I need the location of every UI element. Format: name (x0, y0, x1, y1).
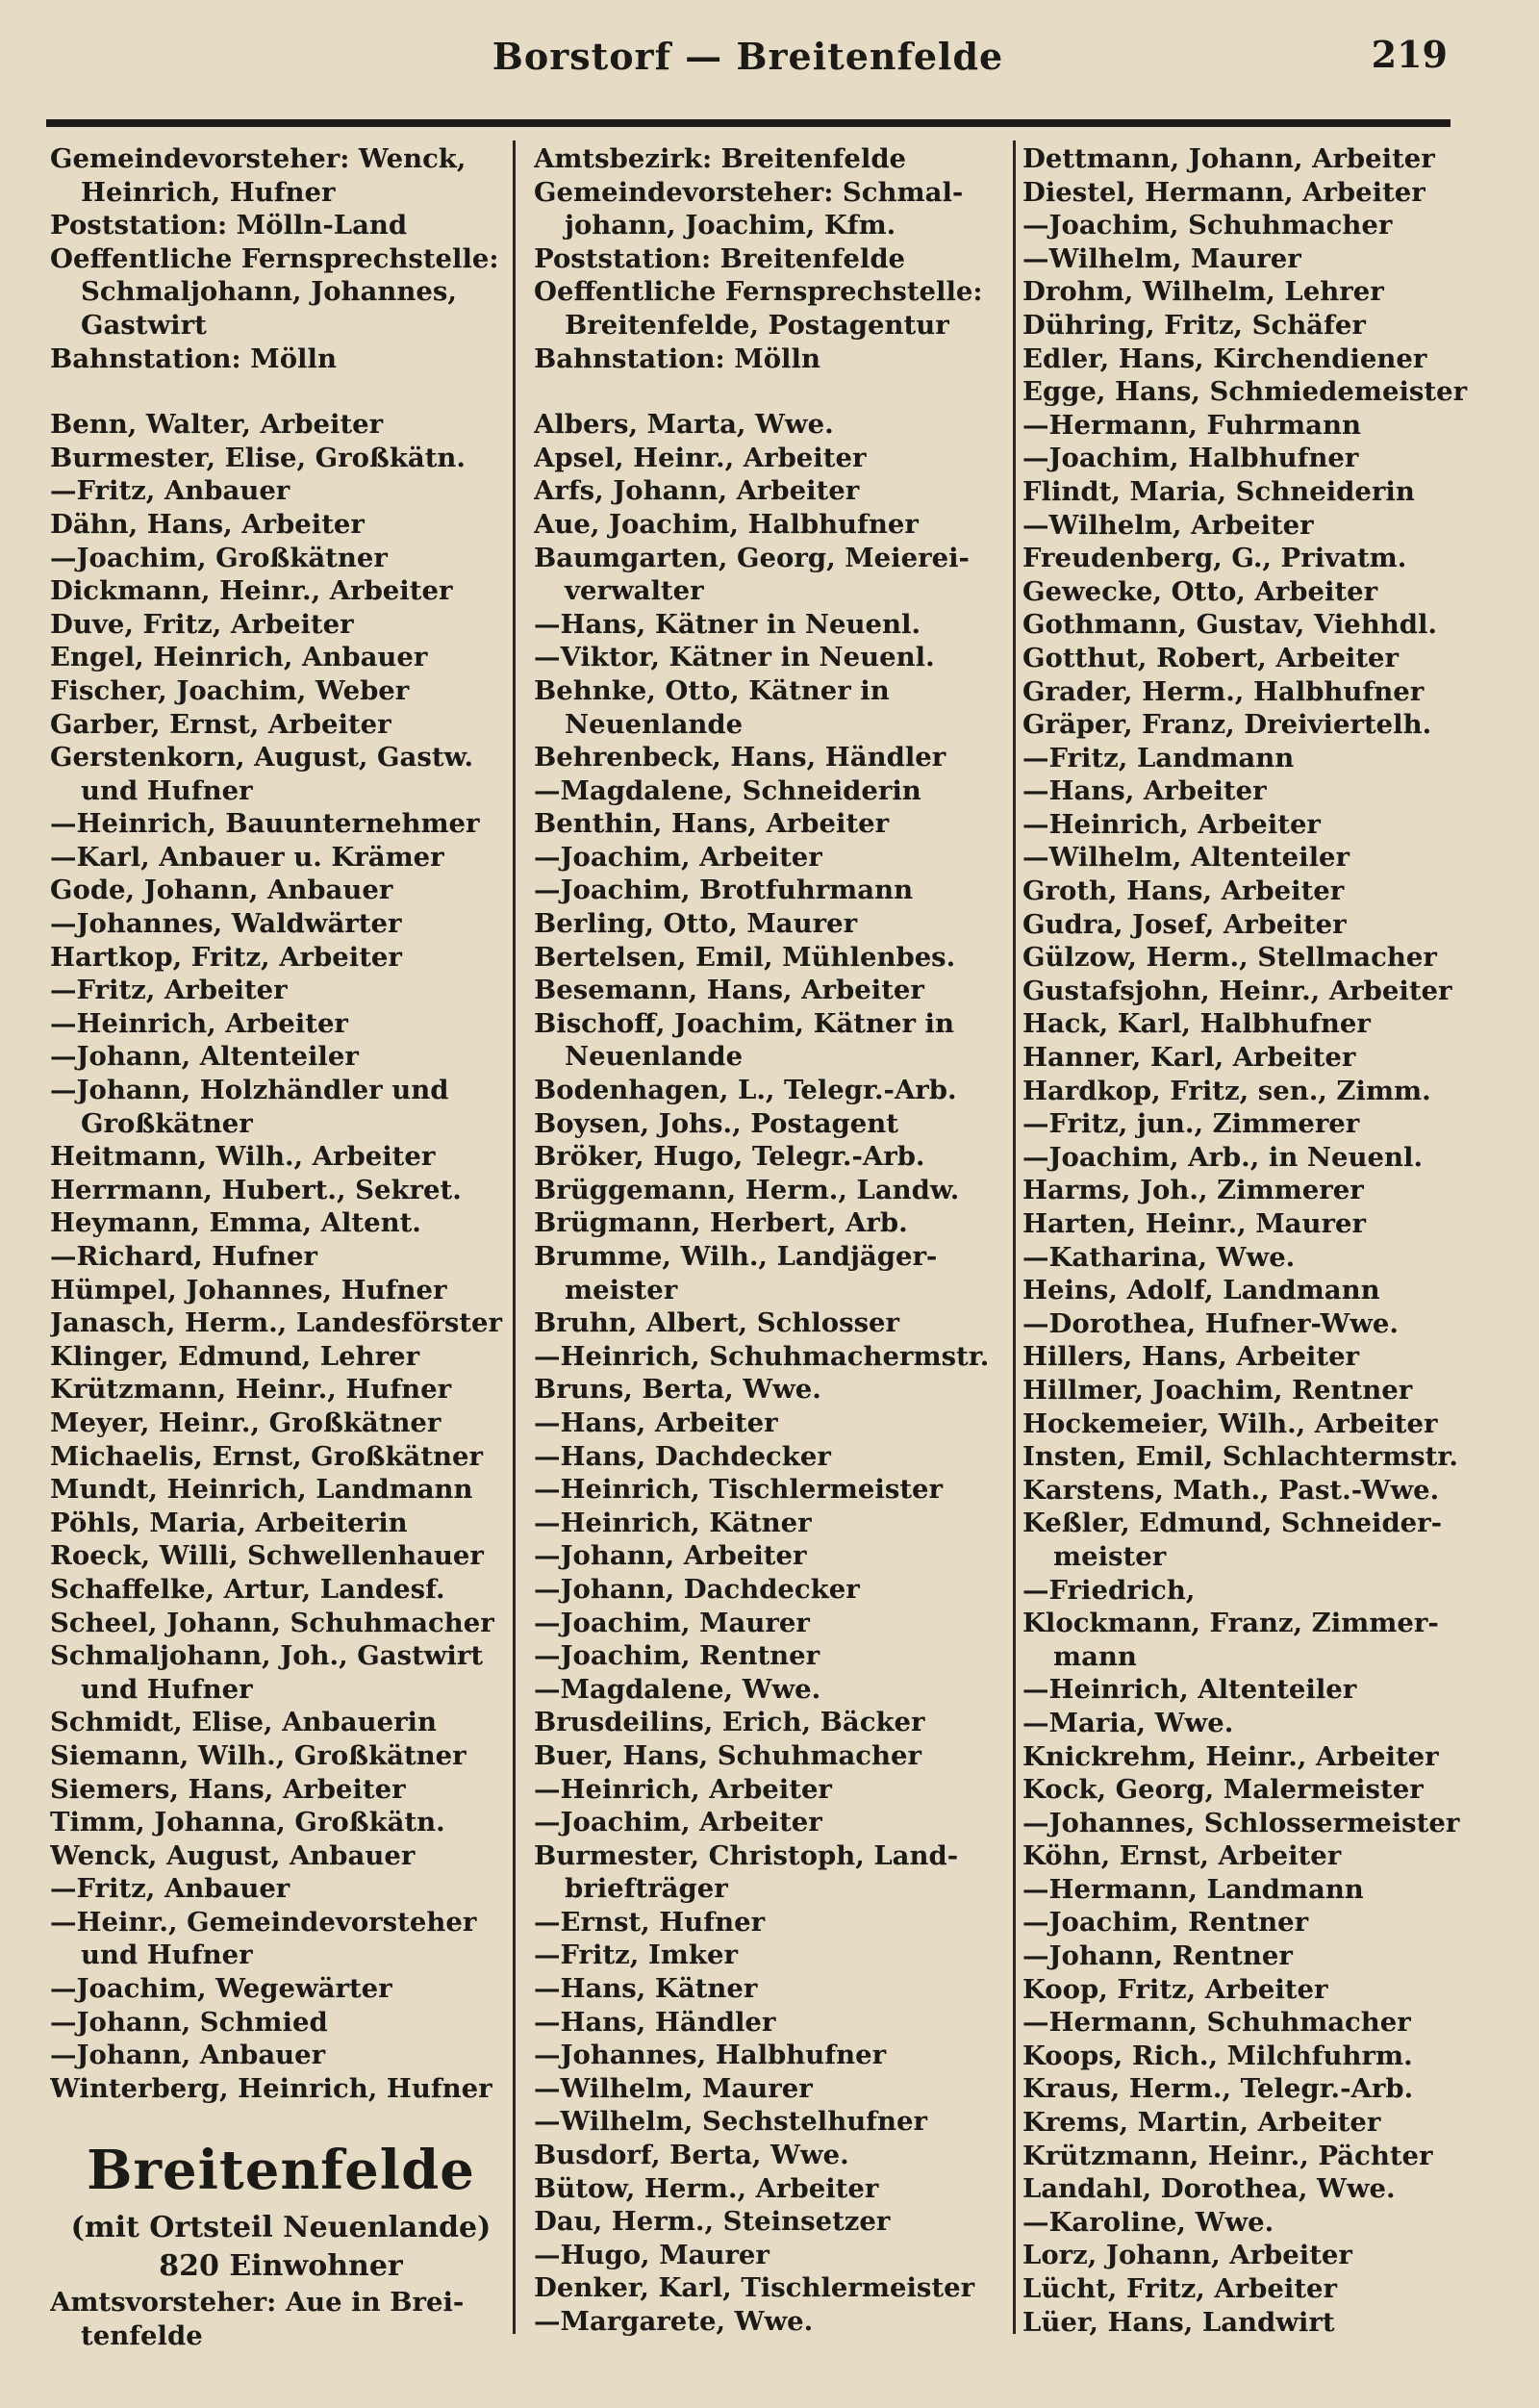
resident-entry: —Katharina, Wwe. (1022, 1241, 1296, 1273)
resident-entry: Herrmann, Hubert., Sekret. (50, 1174, 462, 1205)
resident-entry: Insten, Emil, Schlachtermstr. (1022, 1441, 1458, 1473)
resident-entry: Wenck, August, Anbauer (50, 1839, 416, 1871)
resident-entry: Burmester, Christoph, Land- (534, 1839, 959, 1871)
resident-entry: Besemann, Hans, Arbeiter (534, 975, 924, 1006)
resident-entry: —Wilhelm, Altenteiler (1022, 842, 1350, 874)
resident-entry: Gudra, Josef, Arbeiter (1022, 908, 1347, 940)
resident-entry: Egge, Hans, Schmiedemeister (1022, 376, 1468, 408)
resident-entry: —Magdalene, Wwe. (534, 1673, 821, 1705)
breitenfelde-info-block (534, 142, 996, 375)
resident-entry: Bröker, Hugo, Telegr.-Arb. (534, 1141, 925, 1173)
info-line: Gemeindevorsteher: Wenck, (50, 143, 467, 174)
info-line: Poststation: Breitenfelde (534, 242, 906, 274)
resident-entry: —Heinrich, Tischlermeister (534, 1474, 944, 1506)
resident-entry: Harms, Joh., Zimmerer (1022, 1175, 1364, 1206)
resident-entry: —Hans, Kätner (534, 1973, 758, 2005)
info-line: Oeffentliche Fernsprechstelle: (534, 276, 983, 308)
resident-entry: Brusdeilins, Erich, Bäcker (534, 1707, 925, 1738)
resident-entry: —Heinrich, Schuhmachermstr. (534, 1340, 990, 1372)
resident-entry: Boysen, Johs., Postagent (534, 1107, 898, 1139)
resident-entry: Dau, Herm., Steinsetzer (534, 2206, 891, 2238)
resident-entry: Dähn, Hans, Arbeiter (50, 508, 365, 540)
resident-entry: Brügmann, Herbert, Arb. (534, 1207, 908, 1239)
resident-entry: Koop, Fritz, Arbeiter (1022, 1973, 1328, 2005)
resident-entry: —Johann, Dachdecker (534, 1573, 860, 1605)
resident-entry: Hardkop, Fritz, sen., Zimm. (1022, 1075, 1431, 1106)
resident-entry: —Hans, Arbeiter (1022, 775, 1267, 807)
resident-entry: Karstens, Math., Past.-Wwe. (1022, 1474, 1440, 1506)
resident-entry: —Wilhelm, Maurer (534, 2072, 813, 2104)
resident-entry: Harten, Heinr., Maurer (1022, 1208, 1366, 1239)
resident-entry: —Friedrich, (1022, 1574, 1196, 1606)
column-2 (534, 142, 996, 2339)
resident-entry: Krützmann, Heinr., Pächter (1022, 2140, 1433, 2171)
resident-entry: —Margarete, Wwe. (534, 2306, 814, 2337)
resident-entry: —Fritz, Imker (534, 1939, 738, 1971)
resident-entry: —Heinrich, Arbeiter (50, 1007, 348, 1039)
resident-entry: Michaelis, Ernst, Großkätner (50, 1440, 484, 1472)
resident-entry: und Hufner (81, 1939, 253, 1971)
resident-entry: Klinger, Edmund, Lehrer (50, 1340, 420, 1372)
resident-entry: Gerstenkorn, August, Gastw. (50, 742, 474, 773)
resident-entry: Krems, Martin, Arbeiter (1022, 2107, 1381, 2139)
resident-entry: —Joachim, Brotfuhrmann (534, 874, 914, 906)
resident-entry: Engel, Heinrich, Anbauer (50, 642, 428, 673)
resident-entry: —Hermann, Landmann (1022, 1873, 1364, 1905)
info-line: Bahnstation: Mölln (50, 342, 337, 374)
column-divider-1 (513, 140, 516, 2334)
resident-entry: Groth, Hans, Arbeiter (1022, 875, 1345, 907)
resident-entry: Krützmann, Heinr., Hufner (50, 1374, 452, 1406)
resident-entry: Roeck, Willi, Schwellenhauer (50, 1540, 484, 1572)
resident-entry: Burmester, Elise, Großkätn. (50, 442, 466, 473)
resident-entry: —Joachim, Schuhmacher (1022, 210, 1393, 241)
resident-entry: Buer, Hans, Schuhmacher (534, 1739, 922, 1771)
resident-entry: verwalter (565, 575, 704, 607)
resident-entry: Bertelsen, Emil, Mühlenbes. (534, 941, 956, 973)
resident-entry: —Johann, Schmied (50, 2006, 328, 2038)
resident-entry: Hack, Karl, Halbhufner (1022, 1008, 1371, 1040)
resident-entry: Hockemeier, Wilh., Arbeiter (1022, 1407, 1438, 1439)
resident-entry: —Fritz, Arbeiter (50, 975, 288, 1006)
resident-entry: Gode, Johann, Anbauer (50, 874, 393, 906)
resident-entry: Bruns, Berta, Wwe. (534, 1374, 821, 1406)
resident-entry: —Magdalene, Schneiderin (534, 774, 921, 806)
column-divider-2 (1013, 140, 1016, 2334)
resident-entry: Hanner, Karl, Arbeiter (1022, 1042, 1356, 1074)
resident-entry: Bütow, Herm., Arbeiter (534, 2172, 879, 2204)
resident-entry: Baumgarten, Georg, Meierei- (534, 542, 970, 573)
resident-entry: Hartkop, Fritz, Arbeiter (50, 941, 402, 973)
resident-entry: —Heinrich, Arbeiter (1022, 808, 1321, 840)
info-line: Amtsbezirk: Breitenfelde (534, 143, 907, 174)
resident-entry: —Fritz, Anbauer (50, 1873, 290, 1905)
resident-entry: Mundt, Heinrich, Landmann (50, 1474, 473, 1506)
resident-entry: Pöhls, Maria, Arbeiterin (50, 1507, 408, 1538)
resident-entry: Heins, Adolf, Landmann (1022, 1275, 1380, 1306)
resident-entry: Heymann, Emma, Altent. (50, 1207, 421, 1239)
resident-entry: mann (1053, 1640, 1137, 1672)
resident-entry: Lücht, Fritz, Arbeiter (1022, 2273, 1338, 2304)
resident-entry: meister (565, 1274, 678, 1305)
resident-entry: —Maria, Wwe. (1022, 1707, 1234, 1738)
resident-entry: —Wilhelm, Sechstelhufner (534, 2106, 927, 2138)
resident-entry: Gräper, Franz, Dreiviertelh. (1022, 709, 1432, 741)
resident-entry: Drohm, Wilhelm, Lehrer (1022, 276, 1384, 308)
resident-entry: Edler, Hans, Kirchendiener (1022, 342, 1427, 374)
resident-entry: Hillmer, Joachim, Rentner (1022, 1374, 1413, 1406)
resident-entry: —Joachim, Rentner (534, 1640, 820, 1672)
resident-entry: —Johann, Anbauer (50, 2040, 326, 2071)
resident-entry: Heitmann, Wilh., Arbeiter (50, 1141, 436, 1173)
resident-entry: Koops, Rich., Milchfuhrm. (1022, 2040, 1413, 2071)
resident-entry: Bischoff, Joachim, Kätner in (534, 1007, 954, 1039)
resident-entry: Fischer, Joachim, Weber (50, 674, 410, 706)
info-line: Heinrich, Hufner (81, 176, 336, 208)
page-header (48, 29, 1448, 96)
resident-entry: —Wilhelm, Arbeiter (1022, 509, 1314, 541)
column-1 (50, 142, 512, 2353)
breitenfelde-amtsvorsteher (50, 2286, 512, 2352)
resident-entry: Benn, Walter, Arbeiter (50, 409, 384, 441)
resident-entry: —Dorothea, Hufner-Wwe. (1022, 1307, 1400, 1339)
info-line: Oeffentliche Fernsprechstelle: (50, 242, 499, 274)
resident-entry: —Heinrich, Kätner (534, 1507, 812, 1538)
resident-entry: Timm, Johanna, Großkätn. (50, 1807, 445, 1838)
resident-entry: —Fritz, Landmann (1022, 742, 1295, 773)
info-line: Gemeindevorsteher: Schmal- (534, 176, 964, 208)
borstorf-residents (50, 408, 512, 2105)
resident-entry: —Johann, Altenteiler (50, 1041, 359, 1073)
resident-entry: Duve, Fritz, Arbeiter (50, 608, 354, 640)
info-line: Breitenfelde, Postagentur (565, 309, 949, 341)
resident-entry: —Heinrich, Bauunternehmer (50, 808, 480, 840)
resident-entry: —Hans, Händler (534, 2006, 776, 2038)
resident-entry: Apsel, Heinr., Arbeiter (534, 442, 867, 473)
resident-entry: Kock, Georg, Malermeister (1022, 1774, 1424, 1806)
resident-entry: —Richard, Hufner (50, 1241, 318, 1272)
resident-entry: —Joachim, Rentner (1022, 1907, 1309, 1939)
spacer (534, 375, 996, 408)
resident-entry: —Johann, Rentner (1022, 1940, 1293, 1972)
resident-entry: —Karl, Anbauer u. Krämer (50, 841, 444, 873)
resident-entry: Großkätner (81, 1107, 253, 1139)
resident-entry: Behnke, Otto, Kätner in (534, 674, 890, 706)
resident-entry: Bruhn, Albert, Schlosser (534, 1307, 900, 1339)
resident-entry: Knickrehm, Heinr., Arbeiter (1022, 1740, 1439, 1772)
resident-entry: Bodenhagen, L., Telegr.-Arb. (534, 1075, 957, 1106)
resident-entry: und Hufner (81, 774, 253, 806)
resident-entry: Flindt, Maria, Schneiderin (1022, 475, 1415, 507)
resident-entry: Gustafsjohn, Heinr., Arbeiter (1022, 975, 1452, 1006)
resident-entry: und Hufner (81, 1673, 253, 1705)
resident-entry: —Karoline, Wwe. (1022, 2206, 1274, 2238)
resident-entry: —Ernst, Hufner (534, 1906, 766, 1938)
resident-entry: Winterberg, Heinrich, Hufner (50, 2072, 492, 2104)
resident-entry: —Hermann, Fuhrmann (1022, 409, 1361, 441)
resident-entry: —Joachim, Arbeiter (534, 1807, 822, 1838)
resident-entry: Grader, Herm., Halbhufner (1022, 675, 1425, 707)
resident-entry: Aue, Joachim, Halbhufner (534, 508, 919, 540)
resident-entry: —Hans, Dachdecker (534, 1440, 831, 1472)
resident-entry: Lorz, Johann, Arbeiter (1022, 2240, 1352, 2271)
resident-entry: —Joachim, Arbeiter (534, 841, 822, 873)
resident-entry: Diestel, Hermann, Arbeiter (1022, 176, 1425, 208)
resident-entry: Dühring, Fritz, Schäfer (1022, 309, 1366, 341)
resident-entry: Busdorf, Berta, Wwe. (534, 2140, 849, 2171)
resident-entry: —Johannes, Schlossermeister (1022, 1807, 1460, 1838)
spacer (50, 375, 512, 408)
resident-entry: Neuenlande (565, 708, 744, 740)
resident-entry: —Johann, Arbeiter (534, 1540, 807, 1572)
resident-entry: —Fritz, Anbauer (50, 475, 290, 507)
resident-entry: Arfs, Johann, Arbeiter (534, 475, 860, 507)
resident-entry: Schmidt, Elise, Anbauerin (50, 1707, 437, 1738)
resident-entry: Dettmann, Johann, Arbeiter (1022, 143, 1435, 174)
column-3 (1022, 142, 1484, 2339)
page-number: 219 (1371, 33, 1448, 76)
resident-entry: —Joachim, Arb., in Neuenl. (1022, 1141, 1424, 1173)
breitenfelde-residents-b (1022, 142, 1484, 2339)
resident-entry: Janasch, Herm., Landesförster (50, 1307, 502, 1339)
info-line: Amtsvorsteher: Aue in Brei- (50, 2287, 465, 2319)
resident-entry: Gülzow, Herm., Stellmacher (1022, 942, 1437, 974)
section-population: 820 Einwohner (159, 2249, 403, 2284)
resident-entry: Kraus, Herm., Telegr.-Arb. (1022, 2073, 1414, 2105)
resident-entry: —Johannes, Halbhufner (534, 2040, 887, 2071)
resident-entry: Siemers, Hans, Arbeiter (50, 1773, 406, 1805)
resident-entry: —Joachim, Halbhufner (1022, 443, 1359, 474)
resident-entry: Neuenlande (565, 1041, 744, 1073)
resident-entry: —Wilhelm, Maurer (1022, 242, 1301, 274)
running-title: Borstorf — Breitenfelde (492, 35, 1004, 78)
info-line: johann, Joachim, Kfm. (565, 210, 896, 241)
resident-entry: Hillers, Hans, Arbeiter (1022, 1341, 1360, 1373)
resident-entry: —Joachim, Wegewärter (50, 1973, 392, 2005)
resident-entry: Hümpel, Johannes, Hufner (50, 1274, 447, 1305)
resident-entry: —Joachim, Maurer (534, 1607, 810, 1638)
resident-entry: —Heinrich, Altenteiler (1022, 1674, 1357, 1706)
resident-entry: Schaffelke, Artur, Landesf. (50, 1573, 445, 1605)
resident-entry: Landahl, Dorothea, Wwe. (1022, 2173, 1396, 2205)
resident-entry: Berling, Otto, Maurer (534, 908, 858, 940)
resident-entry: Keßler, Edmund, Schneider- (1022, 1508, 1443, 1539)
resident-entry: Gewecke, Otto, Arbeiter (1022, 575, 1378, 607)
breitenfelde-residents-a (534, 408, 996, 2338)
resident-entry: —Hermann, Schuhmacher (1022, 2007, 1411, 2039)
resident-entry: Siemann, Wilh., Großkätner (50, 1739, 467, 1771)
resident-entry: —Hans, Arbeiter (534, 1407, 778, 1438)
resident-entry: Benthin, Hans, Arbeiter (534, 808, 890, 840)
resident-entry: Brüggemann, Herm., Landw. (534, 1174, 960, 1205)
resident-entry: Gothmann, Gustav, Viehhdl. (1022, 609, 1437, 641)
resident-entry: meister (1053, 1540, 1167, 1572)
section-subtitle: (mit Ortsteil Neuenlande) (70, 2211, 492, 2245)
resident-entry: briefträger (565, 1873, 728, 1905)
resident-entry: Denker, Karl, Tischlermeister (534, 2272, 975, 2304)
resident-entry: Klockmann, Franz, Zimmer- (1022, 1608, 1439, 1639)
resident-entry: —Hans, Kätner in Neuenl. (534, 608, 921, 640)
resident-entry: Dickmann, Heinr., Arbeiter (50, 575, 453, 607)
resident-entry: Scheel, Johann, Schuhmacher (50, 1607, 494, 1638)
resident-entry: Schmaljohann, Joh., Gastwirt (50, 1640, 484, 1672)
info-line: tenfelde (81, 2320, 203, 2352)
info-line: Schmaljohann, Johannes, (81, 276, 457, 308)
resident-entry: Lüer, Hans, Landwirt (1022, 2306, 1335, 2338)
borstorf-info-block (50, 142, 512, 375)
resident-entry: —Joachim, Großkätner (50, 542, 388, 573)
info-line: Gastwirt (81, 309, 207, 341)
resident-entry: —Fritz, jun., Zimmerer (1022, 1108, 1360, 1140)
resident-entry: Behrenbeck, Hans, Händler (534, 742, 946, 773)
resident-entry: —Viktor, Kätner in Neuenl. (534, 642, 935, 673)
resident-entry: Brumme, Wilh., Landjäger- (534, 1241, 938, 1272)
resident-entry: —Hugo, Maurer (534, 2239, 770, 2270)
resident-entry: Albers, Marta, Wwe. (534, 409, 834, 441)
info-line: Poststation: Mölln-Land (50, 210, 408, 241)
resident-entry: —Heinr., Gemeindevorsteher (50, 1906, 477, 1938)
resident-entry: Meyer, Heinr., Großkätner (50, 1407, 442, 1438)
header-rule (46, 119, 1451, 127)
resident-entry: —Johannes, Waldwärter (50, 908, 402, 940)
info-line: Bahnstation: Mölln (534, 342, 820, 374)
resident-entry: Garber, Ernst, Arbeiter (50, 708, 391, 740)
section-title: Breitenfelde (87, 2139, 475, 2203)
resident-entry: Freudenberg, G., Privatm. (1022, 543, 1407, 574)
resident-entry: —Johann, Holzhändler und (50, 1075, 449, 1106)
resident-entry: —Heinrich, Arbeiter (534, 1773, 832, 1805)
resident-entry: Köhn, Ernst, Arbeiter (1022, 1840, 1342, 1872)
resident-entry: Gotthut, Robert, Arbeiter (1022, 642, 1400, 673)
